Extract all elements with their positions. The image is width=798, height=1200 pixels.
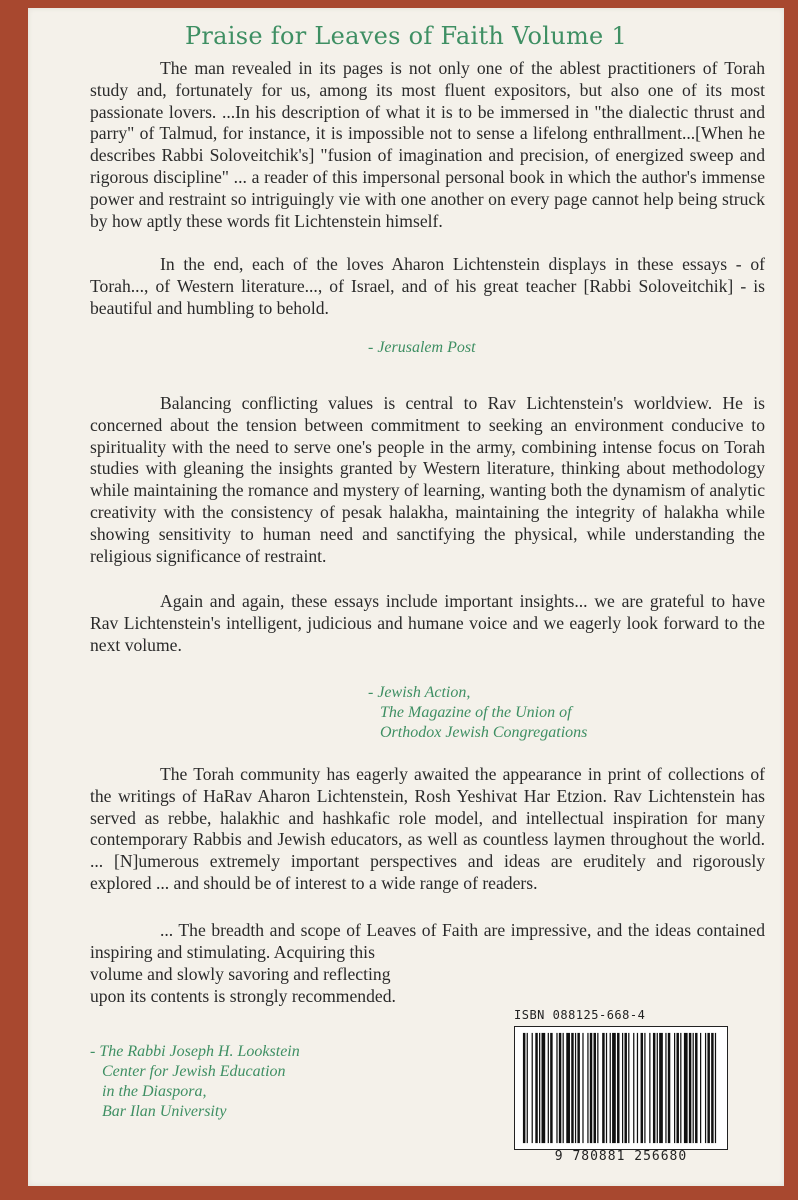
barcode-bar bbox=[523, 1033, 525, 1143]
barcode-bar bbox=[715, 1033, 716, 1143]
barcode-bar bbox=[653, 1033, 655, 1143]
barcode-bar bbox=[680, 1033, 681, 1143]
barcode-bar bbox=[622, 1033, 623, 1143]
review-3-paragraph-1: The Torah community has eagerly awaited the appearance in print of collections of the writings of HaRav Aharon Lichtenstein, Rosh Yeshivat Har Etzion. Rav Lichtenstein has served as rebbe, halakhic and hashkafic role model, and intellectual inspiration for many contemporary Rabbis and Jewish educators, as well as countless laymen throughout the world. ... [N]umerous extremely important perspectives and ideas are eruditely and rigorously explored ... and should be of interest to a wide range of readers. bbox=[90, 764, 765, 893]
isbn-barcode bbox=[514, 1008, 728, 1166]
barcode-bar bbox=[612, 1033, 616, 1143]
review-2-paragraph-2: Again and again, these essays include important insights... we are grateful to have Rav Lichtenstein's intelligent, judicious and humane voice and we eagerly look forward to the next volume. bbox=[90, 591, 765, 655]
barcode-bar bbox=[689, 1033, 691, 1143]
barcode-bar bbox=[668, 1033, 670, 1143]
barcode-bar bbox=[559, 1033, 561, 1143]
barcode-bar bbox=[628, 1033, 629, 1143]
barcode-bar bbox=[527, 1033, 528, 1143]
attribution-line: - Jewish Action, bbox=[368, 684, 471, 701]
barcode-bar bbox=[641, 1033, 643, 1143]
barcode-bar bbox=[566, 1033, 570, 1143]
review-1-paragraph-1: The man revealed in its pages is not only one of the ablest practitioners of Torah study and, fortunately for us, among its most fluent expositors, but also one of its most passionate lovers. ...In his description of what it is to be immersed in "the dialectic thrust and parry" of Talmud, for instance, it is impossible not to sense a lifelong enthrallment...[When he describes Rabbi Soloveitchik's] "fusion of imagination and precision, of energized sweep and rigorous discipline" ... a reader of this impersonal personal book in which the author's immense power and restraint so intriguingly vie with one another on every page cannot help being struck by how aptly these words fit Lichtenstein himself. bbox=[90, 58, 765, 231]
barcode-bar bbox=[548, 1033, 549, 1143]
cover-paper-panel bbox=[28, 8, 784, 1186]
barcode-bar bbox=[657, 1033, 658, 1143]
review-2-attribution bbox=[368, 683, 587, 743]
review-1-paragraph-2: In the end, each of the loves Aharon Lichtenstein displays in these essays - of Torah..., of Western literature..., of Israel, and of his great teacher [Rabbi Soloveitchik] - is beautiful and humbling to behold. bbox=[90, 254, 765, 318]
barcode-bar bbox=[610, 1033, 611, 1143]
review-3-attribution bbox=[90, 1042, 300, 1122]
review-3-paragraph-2: ... The breadth and scope of Leaves of Faith are impressive, and the ideas contained inspiring and stimulating. Acquiring this bbox=[90, 920, 765, 962]
review-1-attribution bbox=[368, 338, 476, 358]
barcode-bar bbox=[633, 1033, 634, 1143]
barcode-bar bbox=[532, 1033, 533, 1143]
isbn-label: ISBN 088125-668-4 bbox=[514, 1008, 646, 1022]
review-2-paragraph-1: Balancing conflicting values is central to Rav Lichtenstein's worldview. He is concerned about the tension between commitment to seeking an environment conducive to spirituality with the need to serve one's people in the army, combining intense focus on Torah studies with gleaning the insights granted by Western literature, thinking about methodology while maintaining the romance and mystery of learning, wanting both the dynamism of analytic creativity with the consistency of pesak halakha, maintaining the integrity of halakha while showing sensitivity to human need and sanctifying the physical, while understanding the religious significance of restraint. bbox=[90, 393, 765, 566]
barcode-bars bbox=[514, 1026, 728, 1150]
review-3-paragraph-3: volume and slowly savoring and reflecting upon its contents is strongly recommended. bbox=[90, 964, 396, 1006]
isbn-digits: 9 780881 256680 bbox=[554, 1149, 688, 1164]
barcode-bar bbox=[695, 1033, 697, 1143]
barcode-bar bbox=[594, 1033, 596, 1143]
barcode-bar bbox=[676, 1033, 678, 1143]
barcode-bar bbox=[539, 1033, 540, 1143]
barcode-bar bbox=[659, 1033, 663, 1143]
attribution-line: Orthodox Jewish Congregations bbox=[380, 724, 588, 741]
barcode-bar bbox=[582, 1033, 583, 1143]
barcode-bar bbox=[617, 1033, 619, 1143]
barcode-bar bbox=[644, 1033, 645, 1143]
barcode-bar bbox=[674, 1033, 675, 1143]
barcode-bar bbox=[705, 1033, 706, 1143]
barcode-bar bbox=[606, 1033, 607, 1143]
barcode-bar bbox=[649, 1033, 650, 1143]
barcode-bar bbox=[575, 1033, 576, 1143]
page-title: Praise for Leaves of Faith Volume 1 bbox=[184, 22, 628, 50]
barcode-bar bbox=[587, 1033, 588, 1143]
barcode-bar bbox=[535, 1033, 537, 1143]
barcode-bar bbox=[637, 1033, 638, 1143]
barcode-bar bbox=[602, 1033, 604, 1143]
barcode-bar bbox=[571, 1033, 573, 1143]
barcode-bar bbox=[556, 1033, 557, 1143]
attribution-line: - The Rabbi Joseph H. Lookstein bbox=[90, 1043, 300, 1060]
barcode-bar bbox=[542, 1033, 546, 1143]
attribution-line: - Jerusalem Post bbox=[368, 339, 476, 356]
attribution-line: in the Diaspora, bbox=[102, 1083, 207, 1100]
barcode-bar bbox=[563, 1033, 564, 1143]
attribution-line: Bar Ilan University bbox=[102, 1103, 227, 1120]
attribution-line: The Magazine of the Union of bbox=[380, 704, 572, 721]
barcode-bar bbox=[624, 1033, 626, 1143]
barcode-bar bbox=[693, 1033, 694, 1143]
barcode-bar bbox=[577, 1033, 579, 1143]
barcode-bar bbox=[711, 1033, 713, 1143]
attribution-line: Center for Jewish Education bbox=[102, 1063, 286, 1080]
barcode-bar bbox=[590, 1033, 592, 1143]
barcode-bar bbox=[700, 1033, 701, 1143]
barcode-bar bbox=[597, 1033, 598, 1143]
barcode-bar bbox=[684, 1033, 688, 1143]
barcode-bar bbox=[665, 1033, 666, 1143]
barcode-bar bbox=[707, 1033, 709, 1143]
barcode-bar bbox=[550, 1033, 552, 1143]
